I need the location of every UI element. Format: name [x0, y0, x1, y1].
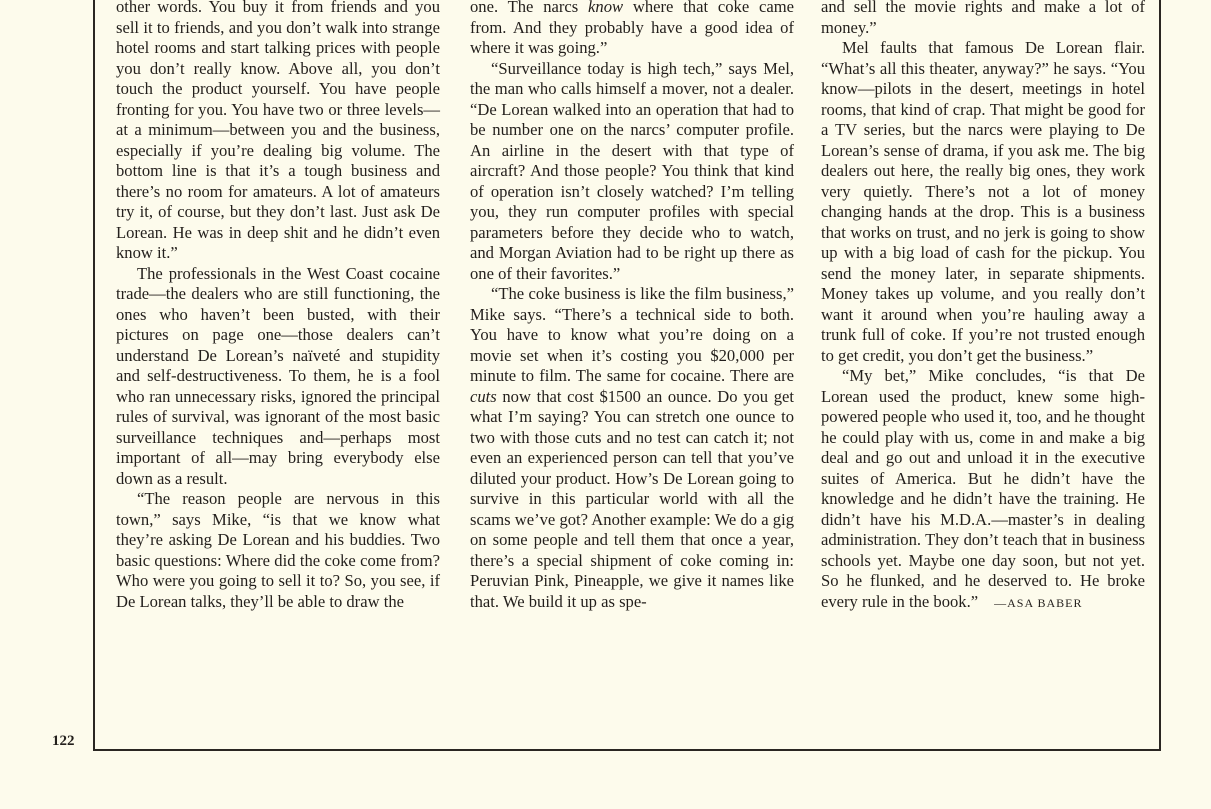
frame-left-rule [93, 0, 95, 751]
paragraph-text: and sell the movie rights and make a lot of money.” [821, 0, 1145, 37]
author-signature: —ASA BABER [994, 595, 1083, 610]
article-paragraph [821, 366, 1145, 613]
frame-right-rule [1159, 0, 1161, 751]
article-paragraph [116, 489, 440, 612]
frame-bottom-rule [93, 749, 1161, 751]
article-paragraph [821, 0, 1145, 38]
article-paragraph [116, 264, 440, 490]
article-paragraph [470, 59, 794, 285]
article-column-3 [821, 0, 1145, 613]
emphasis-text: know [588, 0, 624, 16]
paragraph-text: Mel faults that famous De Lorean flair. “What’s all this theater, anyway?” he says. “You know—pilots in the desert, meetings in hotel rooms, that kind of crap. That might be good for a TV series, but the narcs were playing to De Lorean’s sense of drama, if you ask me. The big dealers out here, the really big ones, they work very quietly. There’s not a lot of money changing hands at the drop. This is a business that works on trust, and no jerk is going to show up with a big load of cash for the pickup. You send the money later, in separate shipments. Money takes up volume, and you really don’t want it around when you’re hauling away a trunk full of coke. If you’re not trusted enough to get credit, you don’t get the business.” [821, 38, 1145, 365]
emphasis-text: cuts [470, 386, 497, 406]
article-paragraph [470, 0, 794, 59]
paragraph-text: one. The narcs [470, 0, 589, 16]
article-paragraph [116, 0, 440, 264]
article-paragraph [470, 284, 794, 612]
paragraph-text: “The coke business is like the film business,” Mike says. “There’s a technical side to both. You have to know what you’re doing on a movie set when it’s costing you $20,000 per minute to film. The same for cocaine. There are [470, 284, 794, 385]
article-column-1 [116, 0, 440, 612]
article-paragraph [821, 38, 1145, 366]
article-column-2 [470, 0, 794, 612]
page-number: 122 [52, 733, 75, 749]
paragraph-text: “The reason people are nervous in this town,” says Mike, “is that we know what they’re asking De Lorean and his buddies. Two basic questions: Where did the coke come from? Who were you going to sell it to? So, you see, if De Lorean talks, they’ll be able to draw the [116, 489, 440, 611]
paragraph-text: other words. You buy it from friends and you sell it to friends, and you don’t walk into strange hotel rooms and start talking prices with people you don’t really know. Above all, you don’t touch the product yourself. You have people fronting for you. You have two or three levels—at a minimum—between you and the business, especially if you’re dealing big volume. The bottom line is that it’s a tough business and there’s no room for amateurs. A lot of amateurs try it, of course, but they don’t last. Just ask De Lorean. He was in deep shit and he didn’t even know it.” [116, 0, 440, 262]
paragraph-text: where that coke came from. And they probably have a good idea of where it was going.” [470, 0, 795, 57]
paragraph-text: “Surveillance today is high tech,” says Mel, the man who calls himself a mover, not a dealer. “De Lorean walked into an operation that had to be number one on the narcs’ computer profile. An airline in the desert with that type of aircraft? And those people? You think that kind of operation isn’t closely watched? I’m telling you, they run computer profiles with special parameters before they decide who to watch, and Morgan Aviation had to be right up there as one of their favorites.” [470, 58, 794, 283]
paragraph-text: The professionals in the West Coast cocaine trade—the dealers who are still functioning, the ones who haven’t been busted, with their pictures on page one—those dealers can’t understand De Lorean’s naïveté and stupidity and self-destructiveness. To them, he is a fool who ran unnecessary risks, ignored the principal rules of survival, was ignorant of the most basic surveillance techniques and—perhaps most important of all—may bring everybody else down as a result. [116, 263, 440, 488]
paragraph-text: “My bet,” Mike concludes, “is that De Lorean used the product, knew some high-powered people who used it, too, and he thought he could play with us, come in and make a big deal and go out and unload it in the executive suites of America. But he didn’t have the knowledge and he didn’t have the training. He didn’t have his M.D.A.—master’s in dealing administration. They don’t teach that in business schools yet. Maybe one day soon, but not yet. So he flunked, and he deserved to. He broke every rule in the book.” [821, 366, 1145, 611]
paragraph-text: now that cost $1500 an ounce. Do you get what I’m saying? You can stretch one ounce to two with those cuts and no test can catch it; not even an experienced person can tell that you’ve diluted your product. How’s De Lorean going to survive in this particular world with all the scams we’ve got? Another example: We do a gig on some people and tell them that once a year, there’s a special shipment of coke coming in: Peruvian Pink, Pineapple, we give it names like that. We build it up as spe- [470, 386, 794, 611]
